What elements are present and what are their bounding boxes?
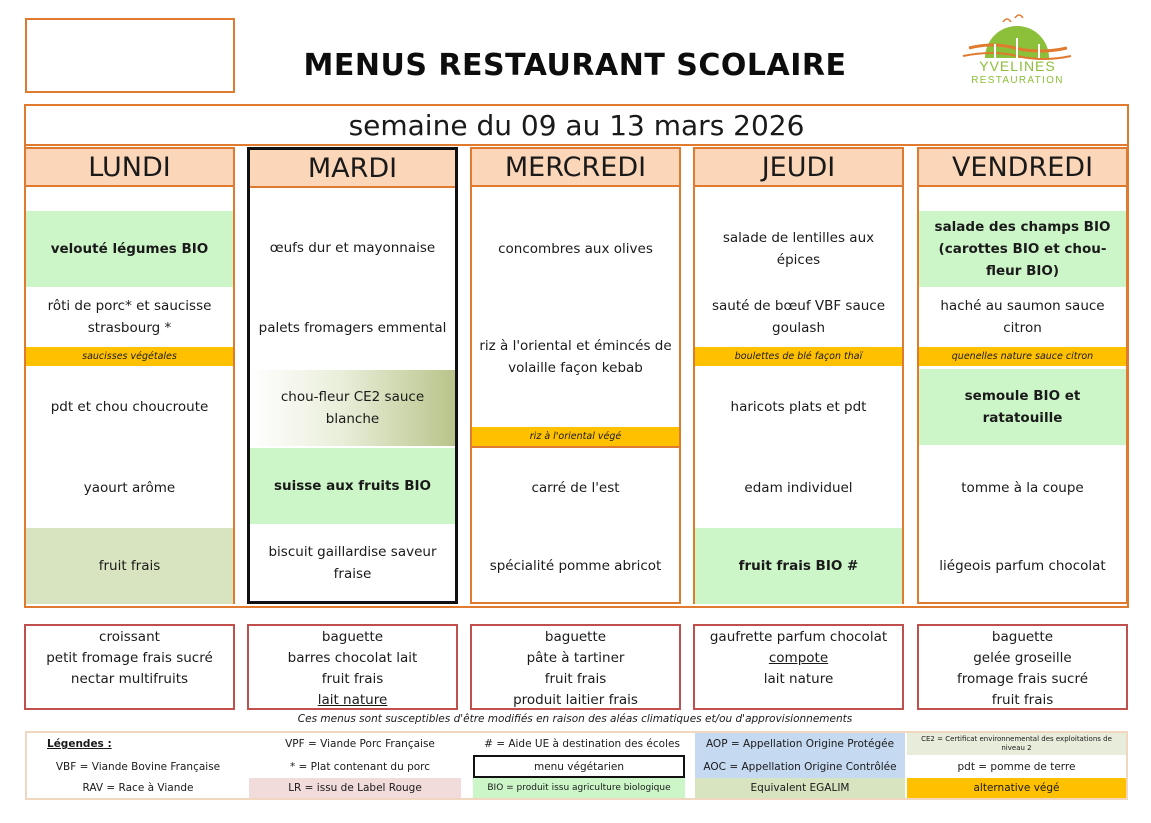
dessert-cell: fruit frais bbox=[26, 528, 233, 604]
dairy-cell: suisse aux fruits BIO bbox=[250, 448, 455, 524]
gouter-item bbox=[695, 648, 902, 669]
gouter-mercredi bbox=[470, 624, 681, 710]
legend-lr: LR = issu de Label Rouge bbox=[249, 778, 461, 798]
gouter-jeudi bbox=[693, 624, 904, 710]
gouter-lundi bbox=[24, 624, 235, 710]
gouter-mardi bbox=[247, 624, 458, 710]
side-cell: pdt et chou choucroute bbox=[50, 399, 209, 415]
gouter-item: barres chocolat lait bbox=[287, 650, 418, 666]
logo-text-yvelines: YVELINES bbox=[979, 58, 1056, 74]
side-cell: haricots plats et pdt bbox=[730, 399, 867, 415]
dessert-cell: liégeois parfum chocolat bbox=[939, 558, 1106, 574]
legend-aoc: AOC = Appellation Origine Contrôlée bbox=[695, 755, 905, 778]
dairy-cell: tomme à la coupe bbox=[961, 480, 1084, 496]
day-header: MARDI bbox=[250, 150, 455, 188]
starter-cell: salade de lentilles aux épices bbox=[722, 230, 875, 268]
legend-porc: * = Plat contenant du porc bbox=[289, 760, 431, 773]
main-cell: palets fromagers emmental bbox=[258, 320, 447, 336]
gouter-item: baguette bbox=[321, 629, 384, 645]
legend-egalim: Equivalent EGALIM bbox=[695, 778, 905, 798]
legend-vbf: VBF = Viande Bovine Française bbox=[55, 760, 221, 773]
day-column-mardi bbox=[247, 147, 458, 604]
gouter-item: croissant bbox=[99, 629, 160, 645]
starter-cell: velouté légumes BIO bbox=[26, 211, 233, 287]
logo-text-restauration: RESTAURATION bbox=[971, 75, 1064, 86]
legend-vpf: VPF = Viande Porc Française bbox=[285, 738, 435, 750]
dairy-cell: yaourt arôme bbox=[83, 480, 176, 496]
starter-cell: salade des champs BIO (carottes BIO et chou-fleur BIO) bbox=[919, 211, 1126, 287]
legend-title: Légendes : bbox=[47, 738, 112, 750]
side-cell: semoule BIO et ratatouille bbox=[919, 369, 1126, 445]
day-column-lundi bbox=[24, 147, 235, 604]
side-cell: chou-fleur CE2 sauce blanche bbox=[250, 370, 455, 446]
day-column-jeudi bbox=[693, 147, 904, 604]
gouter-item: lait nature bbox=[763, 671, 834, 687]
gouter-item-underlined: lait nature bbox=[317, 692, 388, 708]
day-header: MERCREDI bbox=[472, 149, 679, 187]
legend-vegetarian-menu: menu végétarien bbox=[473, 755, 685, 778]
logo-placeholder-box bbox=[25, 18, 235, 93]
vegetarian-alternative: quenelles nature sauce citron bbox=[919, 347, 1126, 366]
gouter-item: baguette bbox=[991, 629, 1054, 645]
legend-bio: BIO = produit issu agriculture biologique bbox=[473, 778, 685, 798]
dairy-cell: carré de l'est bbox=[472, 446, 679, 528]
legend-box bbox=[25, 731, 1128, 800]
gouter-item: gelée groseille bbox=[973, 650, 1072, 666]
dessert-cell: fruit frais BIO # bbox=[695, 528, 902, 604]
gouter-item: fruit frais bbox=[321, 671, 384, 687]
main-cell: haché au saumon sauce citron bbox=[940, 298, 1105, 336]
gouter-item bbox=[249, 690, 456, 711]
gouter-item: nectar multifruits bbox=[70, 671, 189, 687]
gouter-item-underlined: compote bbox=[768, 650, 829, 666]
day-header: VENDREDI bbox=[919, 149, 1126, 187]
gouter-vendredi bbox=[917, 624, 1128, 710]
starter-cell: œufs dur et mayonnaise bbox=[269, 240, 436, 256]
gouter-item: baguette bbox=[544, 629, 607, 645]
starter-cell: concombres aux olives bbox=[498, 241, 653, 257]
dairy-cell: edam individuel bbox=[744, 480, 853, 496]
legend-ce2: CE2 = Certificat environnemental des exploitations de niveau 2 bbox=[907, 733, 1126, 755]
legend-pdt: pdt = pomme de terre bbox=[957, 760, 1076, 773]
day-header: LUNDI bbox=[26, 149, 233, 187]
gouter-item: produit laitier frais bbox=[513, 692, 638, 708]
main-cell: sauté de bœuf VBF sauce goulash bbox=[711, 298, 886, 336]
vegetarian-alternative: riz à l'oriental végé bbox=[472, 427, 679, 446]
gouter-item: gaufrette parfum chocolat bbox=[709, 629, 888, 645]
main-cell: riz à l'oriental et émincés de volaille façon kebab bbox=[479, 338, 672, 376]
dessert-cell: spécialité pomme abricot bbox=[489, 558, 662, 574]
week-label: semaine du 09 au 13 mars 2026 bbox=[26, 106, 1127, 146]
page-title: MENUS RESTAURANT SCOLAIRE bbox=[303, 48, 847, 83]
gouter-item: fromage frais sucré bbox=[956, 671, 1089, 687]
day-header: JEUDI bbox=[695, 149, 902, 187]
legend-ue: # = Aide UE à destination des écoles bbox=[484, 738, 680, 750]
vegetarian-alternative: boulettes de blé façon thaï bbox=[695, 347, 902, 366]
legend-rav: RAV = Race à Viande bbox=[82, 782, 194, 794]
main-cell: rôti de porc* et saucisse strasbourg * bbox=[47, 298, 212, 336]
dessert-cell: biscuit gaillardise saveur fraise bbox=[268, 544, 437, 582]
day-column-vendredi bbox=[917, 147, 1128, 604]
gouter-item: fruit frais bbox=[991, 692, 1054, 708]
legend-alternative-vege: alternative végé bbox=[907, 778, 1126, 798]
disclaimer: Ces menus sont susceptibles d'être modifiés en raison des aléas climatiques et/ou d'approvisionnements bbox=[297, 713, 853, 725]
gouter-item: pâte à tartiner bbox=[526, 650, 625, 666]
legend-aop: AOP = Appellation Origine Protégée bbox=[695, 733, 905, 755]
gouter-item: fruit frais bbox=[544, 671, 607, 687]
yvelines-restauration-logo bbox=[955, 12, 1080, 92]
vegetarian-alternative: saucisses végétales bbox=[26, 347, 233, 366]
logo-dome-icon bbox=[955, 12, 1080, 62]
gouter-item: petit fromage frais sucré bbox=[46, 650, 213, 666]
day-column-mercredi bbox=[470, 147, 681, 604]
